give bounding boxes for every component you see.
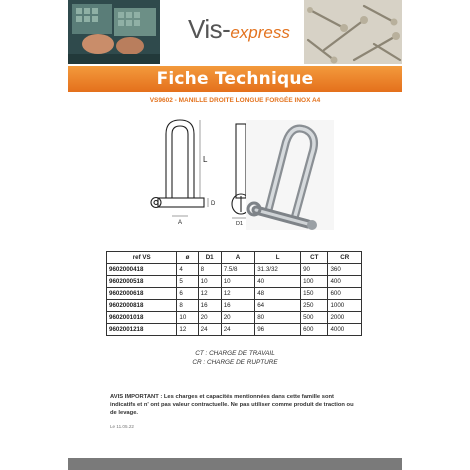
table-cell: 10 (198, 276, 221, 288)
important-notice: AVIS IMPORTANT : Les charges et capacités mentionnées dans cette famille sont indicatifs et n' ont pas valeur contractuelle. Ne pas utiliser comme produit de traction ou de levage. (110, 394, 354, 417)
table-cell: 8 (177, 300, 198, 312)
table-cell: 150 (301, 288, 328, 300)
column-header: L (255, 252, 301, 264)
table-row (107, 300, 362, 312)
workshop-photo (68, 0, 160, 64)
document-date: Le 11.05.22 (110, 424, 134, 429)
column-header: CR (328, 252, 362, 264)
table-row (107, 288, 362, 300)
legend-cr: CR : CHARGE DE RUPTURE (192, 359, 278, 366)
table-cell: 600 (328, 288, 362, 300)
table-cell: 90 (301, 264, 328, 276)
specification-table (106, 251, 362, 336)
table-cell: 8 (198, 264, 221, 276)
table-cell: 12 (198, 288, 221, 300)
table-legend (68, 349, 402, 367)
column-header: D1 (198, 252, 221, 264)
table-cell: 360 (328, 264, 362, 276)
column-header: ref VS (107, 252, 177, 264)
dimension-label-D: D (211, 201, 216, 207)
table-cell: 9602000518 (107, 276, 177, 288)
dimension-label-A: A (178, 220, 183, 226)
datasheet-page (68, 0, 402, 470)
dimension-label-D1: D1 (236, 221, 244, 227)
table-cell: 100 (301, 276, 328, 288)
table-header-row (107, 252, 362, 264)
table-cell: 9602000618 (107, 288, 177, 300)
table-cell: 9602000418 (107, 264, 177, 276)
column-header: ø (177, 252, 198, 264)
table-row (107, 264, 362, 276)
table-cell: 40 (255, 276, 301, 288)
table-cell: 96 (255, 324, 301, 336)
dimension-label-L: L (203, 155, 208, 164)
table-cell: 500 (301, 312, 328, 324)
table-cell: 10 (177, 312, 198, 324)
banner-title: Fiche Technique (156, 69, 314, 89)
table-cell: 64 (255, 300, 301, 312)
table-cell: 4000 (328, 324, 362, 336)
legend-ct: CT : CHARGE DE TRAVAIL (195, 350, 275, 357)
brand-main: Vis- (188, 14, 231, 44)
table-cell: 9602001218 (107, 324, 177, 336)
column-header: CT (301, 252, 328, 264)
table-cell: 16 (198, 300, 221, 312)
table-cell: 7.5/8 (221, 264, 255, 276)
column-header: A (221, 252, 255, 264)
table-cell: 20 (221, 312, 255, 324)
table-cell: 16 (221, 300, 255, 312)
shackle-product-photo (246, 120, 334, 230)
table-cell: 6 (177, 288, 198, 300)
table-row (107, 312, 362, 324)
title-bar (68, 66, 402, 92)
table-cell: 10 (221, 276, 255, 288)
table-cell: 250 (301, 300, 328, 312)
brand-logo (188, 14, 290, 45)
screws-photo (304, 0, 402, 64)
footer-bar (68, 458, 402, 470)
table-cell: 400 (328, 276, 362, 288)
table-row (107, 324, 362, 336)
table-cell: 12 (221, 288, 255, 300)
table-cell: 24 (198, 324, 221, 336)
table-cell: 4 (177, 264, 198, 276)
brand-accent: express (230, 23, 290, 42)
table-row (107, 276, 362, 288)
table-cell: 31.3/32 (255, 264, 301, 276)
table-cell: 600 (301, 324, 328, 336)
table-cell: 20 (198, 312, 221, 324)
table-cell: 80 (255, 312, 301, 324)
table-cell: 24 (221, 324, 255, 336)
table-cell: 12 (177, 324, 198, 336)
product-title: VS9602 - MANILLE DROITE LONGUE FORGÉE INOX A4 (149, 97, 321, 104)
table-cell: 1000 (328, 300, 362, 312)
table-cell: 9602001018 (107, 312, 177, 324)
header-banner (68, 0, 402, 64)
table-cell: 9602000818 (107, 300, 177, 312)
shackle-technical-drawing (148, 112, 258, 232)
table-cell: 48 (255, 288, 301, 300)
table-cell: 5 (177, 276, 198, 288)
table-cell: 2000 (328, 312, 362, 324)
